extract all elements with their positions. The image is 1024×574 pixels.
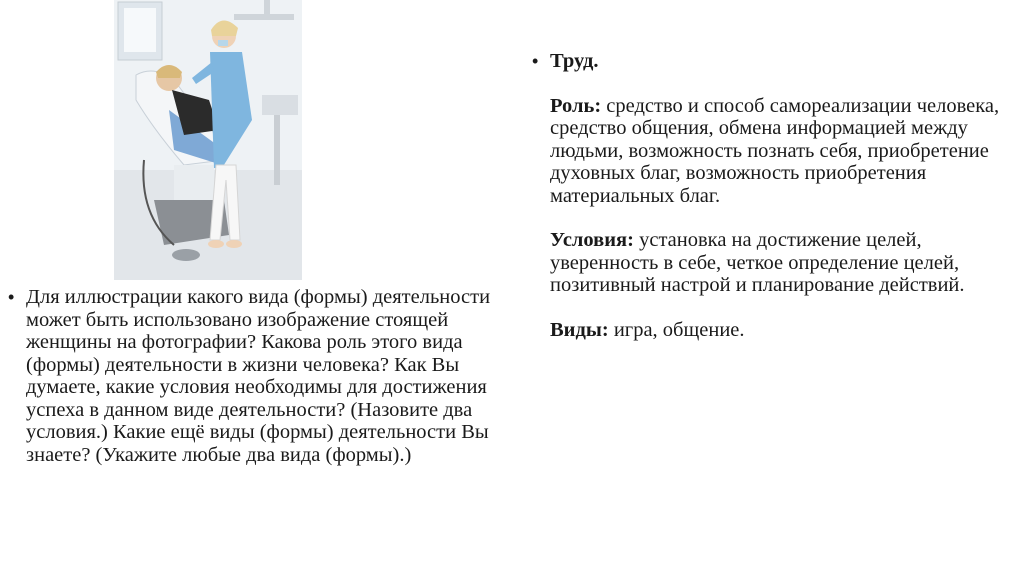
conditions-paragraph [550, 229, 1002, 297]
role-label: Роль: [550, 94, 602, 117]
answer-block [532, 50, 1002, 341]
conditions-text: установка на достижение целей, уверенность в себе, четкое определение целей, позитивный настрой и планирование действий. [550, 229, 965, 296]
conditions-label: Условия: [550, 229, 634, 251]
answer-title: Труд. [550, 50, 599, 72]
answer-heading [532, 50, 1002, 73]
role-paragraph [550, 95, 1002, 208]
role-text: средство и способ самореализации человека, средство общения, обмена информацией между людьми, возможность познать себя, приобретение духовных благ, возможность приобретения материальных благ. [550, 94, 1000, 207]
dentist-photo-illustration [114, 0, 302, 280]
question-text: Для иллюстрации какого вида (формы) деятельности может быть использовано изображение стоящей женщины на фотографии? Какова роль этого вида (формы) деятельности в жизни человека? Как Вы думаете, какие условия необходимы для достижения успеха в данном виде деятельности? (Назовите два условия.) Какие ещё виды (формы) деятельности Вы знаете? (Укажите любые два вида (формы).) [26, 286, 491, 466]
types-label: Виды: [550, 318, 609, 341]
bullet: • [532, 51, 539, 71]
question-block [8, 286, 508, 466]
dentist-photo [114, 0, 302, 280]
types-paragraph [550, 319, 1002, 342]
types-text: игра, общение. [608, 318, 745, 341]
bullet: • [8, 287, 15, 307]
